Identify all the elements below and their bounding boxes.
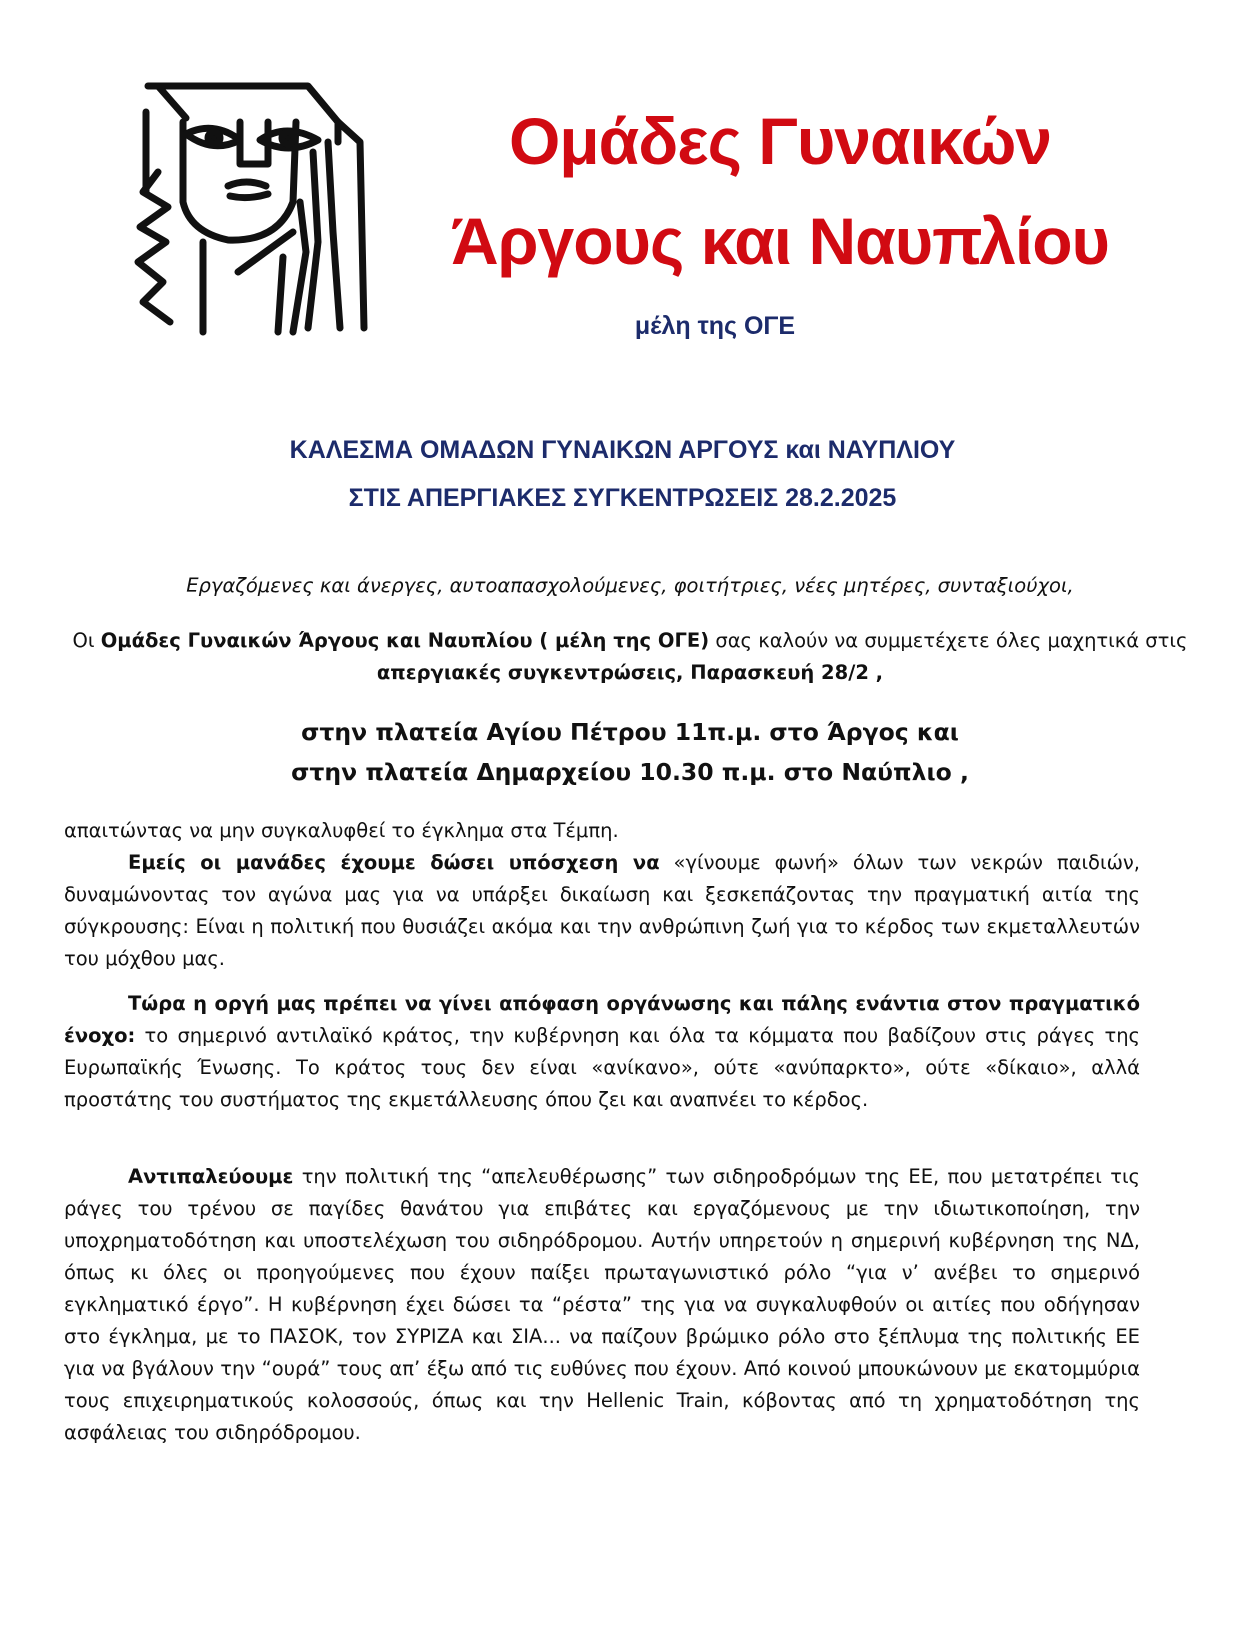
org-title-line1: Ομάδες Γυναικών — [508, 104, 1052, 178]
paragraph-oppose-text: την πολιτική της “απελευθέρωσης” των σιδηροδρόμων της ΕΕ, που μετατρέπει τις ράγες του τρένου σε παγίδες θανάτου για επιβάτες και εργαζόμενους με την ιδιωτικοποίηση, την υποχρηματοδότηση και υποστελέχωση του σιδηρόδρομου. Αυτήν υπηρετούν η σημερινή κυβέρνηση της ΝΔ, όπως κι όλες οι προηγούμενες που έχουν παίξει πρωταγωνιστικό ρόλο “για ν’ ανέβει το σημερινό εγκληματικό έργο”. Η κυβέρνηση έχει δώσει τα “ρέστα” της για να συγκαλυφθούν οι αιτίες που οδήγησαν στο έγκλημα, με το ΠΑΣΟΚ, τον ΣΥΡΙΖΑ και ΣΙΑ... να παίζουν βρώμικο ρόλο στο ξέπλυμα της πολιτικής ΕΕ για να βγάλουν την “ουρά” τους απ’ έξω από τις ευθύνες που έχουν. Από κοινού μπουκώνουν με εκατομμύρια τους επιχειρηματικούς κολοσσούς, όπως και την Hellenic Train, κόβοντας από τη χρηματοδότηση της ασφάλειας του σιδηρόδρομου. — [64, 1165, 1140, 1444]
paragraph-anger-bold: Τώρα η οργή μας πρέπει να γίνει απόφαση οργάνωσης και πάλης ενάντια στον πραγματικό ένοχο: — [64, 992, 1140, 1047]
invitation-paragraph — [60, 625, 1200, 689]
invitation-event: απεργιακές συγκεντρώσεις, Παρασκευή 28/2 , — [376, 661, 884, 684]
invitation-org-name: Ομάδες Γυναικών Άργους και Ναυπλίου ( μέλη της ΟΓΕ) — [100, 629, 710, 652]
woman-face-logo-icon — [128, 82, 372, 338]
paragraph-oppose-bold: Αντιπαλεύουμε — [128, 1165, 294, 1188]
call-heading-line2: ΣΤΙΣ ΑΠΕΡΓΙΑΚΕΣ ΣΥΓΚΕΝΤΡΩΣΕΙΣ 28.2.2025 — [348, 484, 897, 512]
paragraph-anger-text: το σημερινό αντιλαϊκό κράτος, την κυβέρνηση και όλα τα κόμματα που βαδίζουν στις ράγες της Ευρωπαϊκής Ένωσης. Το κράτος τους δεν είναι «ανίκανο», ούτε «ανύπαρκτο», ούτε «δίκαιο», αλλά προστάτης του συστήματος της εκμετάλλευσης όπου ζει και αναπνέει το κέρδος. — [64, 1024, 1140, 1111]
org-title-line2: Άργους και Ναυπλίου — [451, 204, 1109, 278]
invitation-mid: σας καλούν να συμμετέχετε όλες μαχητικά στις — [709, 629, 1188, 652]
paragraph-promise — [64, 847, 1140, 975]
org-subtitle: μέλη της ΟΓΕ — [634, 312, 796, 340]
rally-locations — [110, 712, 1150, 792]
paragraph-promise-bold: Εμείς οι μανάδες έχουμε δώσει υπόσχεση να — [128, 851, 660, 874]
call-heading-line1: ΚΑΛΕΣΜΑ ΟΜΑΔΩΝ ΓΥΝΑΙΚΩΝ ΑΡΓΟΥΣ και ΝΑΥΠΛΙΟΥ — [289, 436, 956, 464]
rally-location-argos: στην πλατεία Αγίου Πέτρου 11π.μ. στο Άργος και — [301, 718, 959, 746]
rally-location-nafplio: στην πλατεία Δημαρχείου 10.30 π.μ. στο Ναύπλιο , — [291, 758, 969, 786]
paragraph-demand: απαιτώντας να μην συγκαλυφθεί το έγκλημα στα Τέμπη. — [64, 819, 619, 842]
salutation: Εργαζόμενες και άνεργες, αυτοαπασχολούμενες, φοιτήτριες, νέες μητέρες, συνταξιούχοι, — [186, 574, 1074, 597]
paragraph-promise-text: «γίνουμε φωνή» όλων των νεκρών παιδιών, δυναμώνοντας τον αγώνα μας για να υπάρξει δικαίωση και ξεσκεπάζοντας την πραγματική αιτία της σύγκρουσης: Είναι η πολιτική που θυσιάζει ακόμα και την ανθρώπινη ζωή για το κέρδος των εκμεταλλευτών του μόχθου μας. — [64, 851, 1141, 970]
invitation-pre: Οι — [72, 629, 101, 652]
paragraph-anger — [64, 988, 1140, 1116]
paragraph-oppose — [64, 1161, 1140, 1449]
